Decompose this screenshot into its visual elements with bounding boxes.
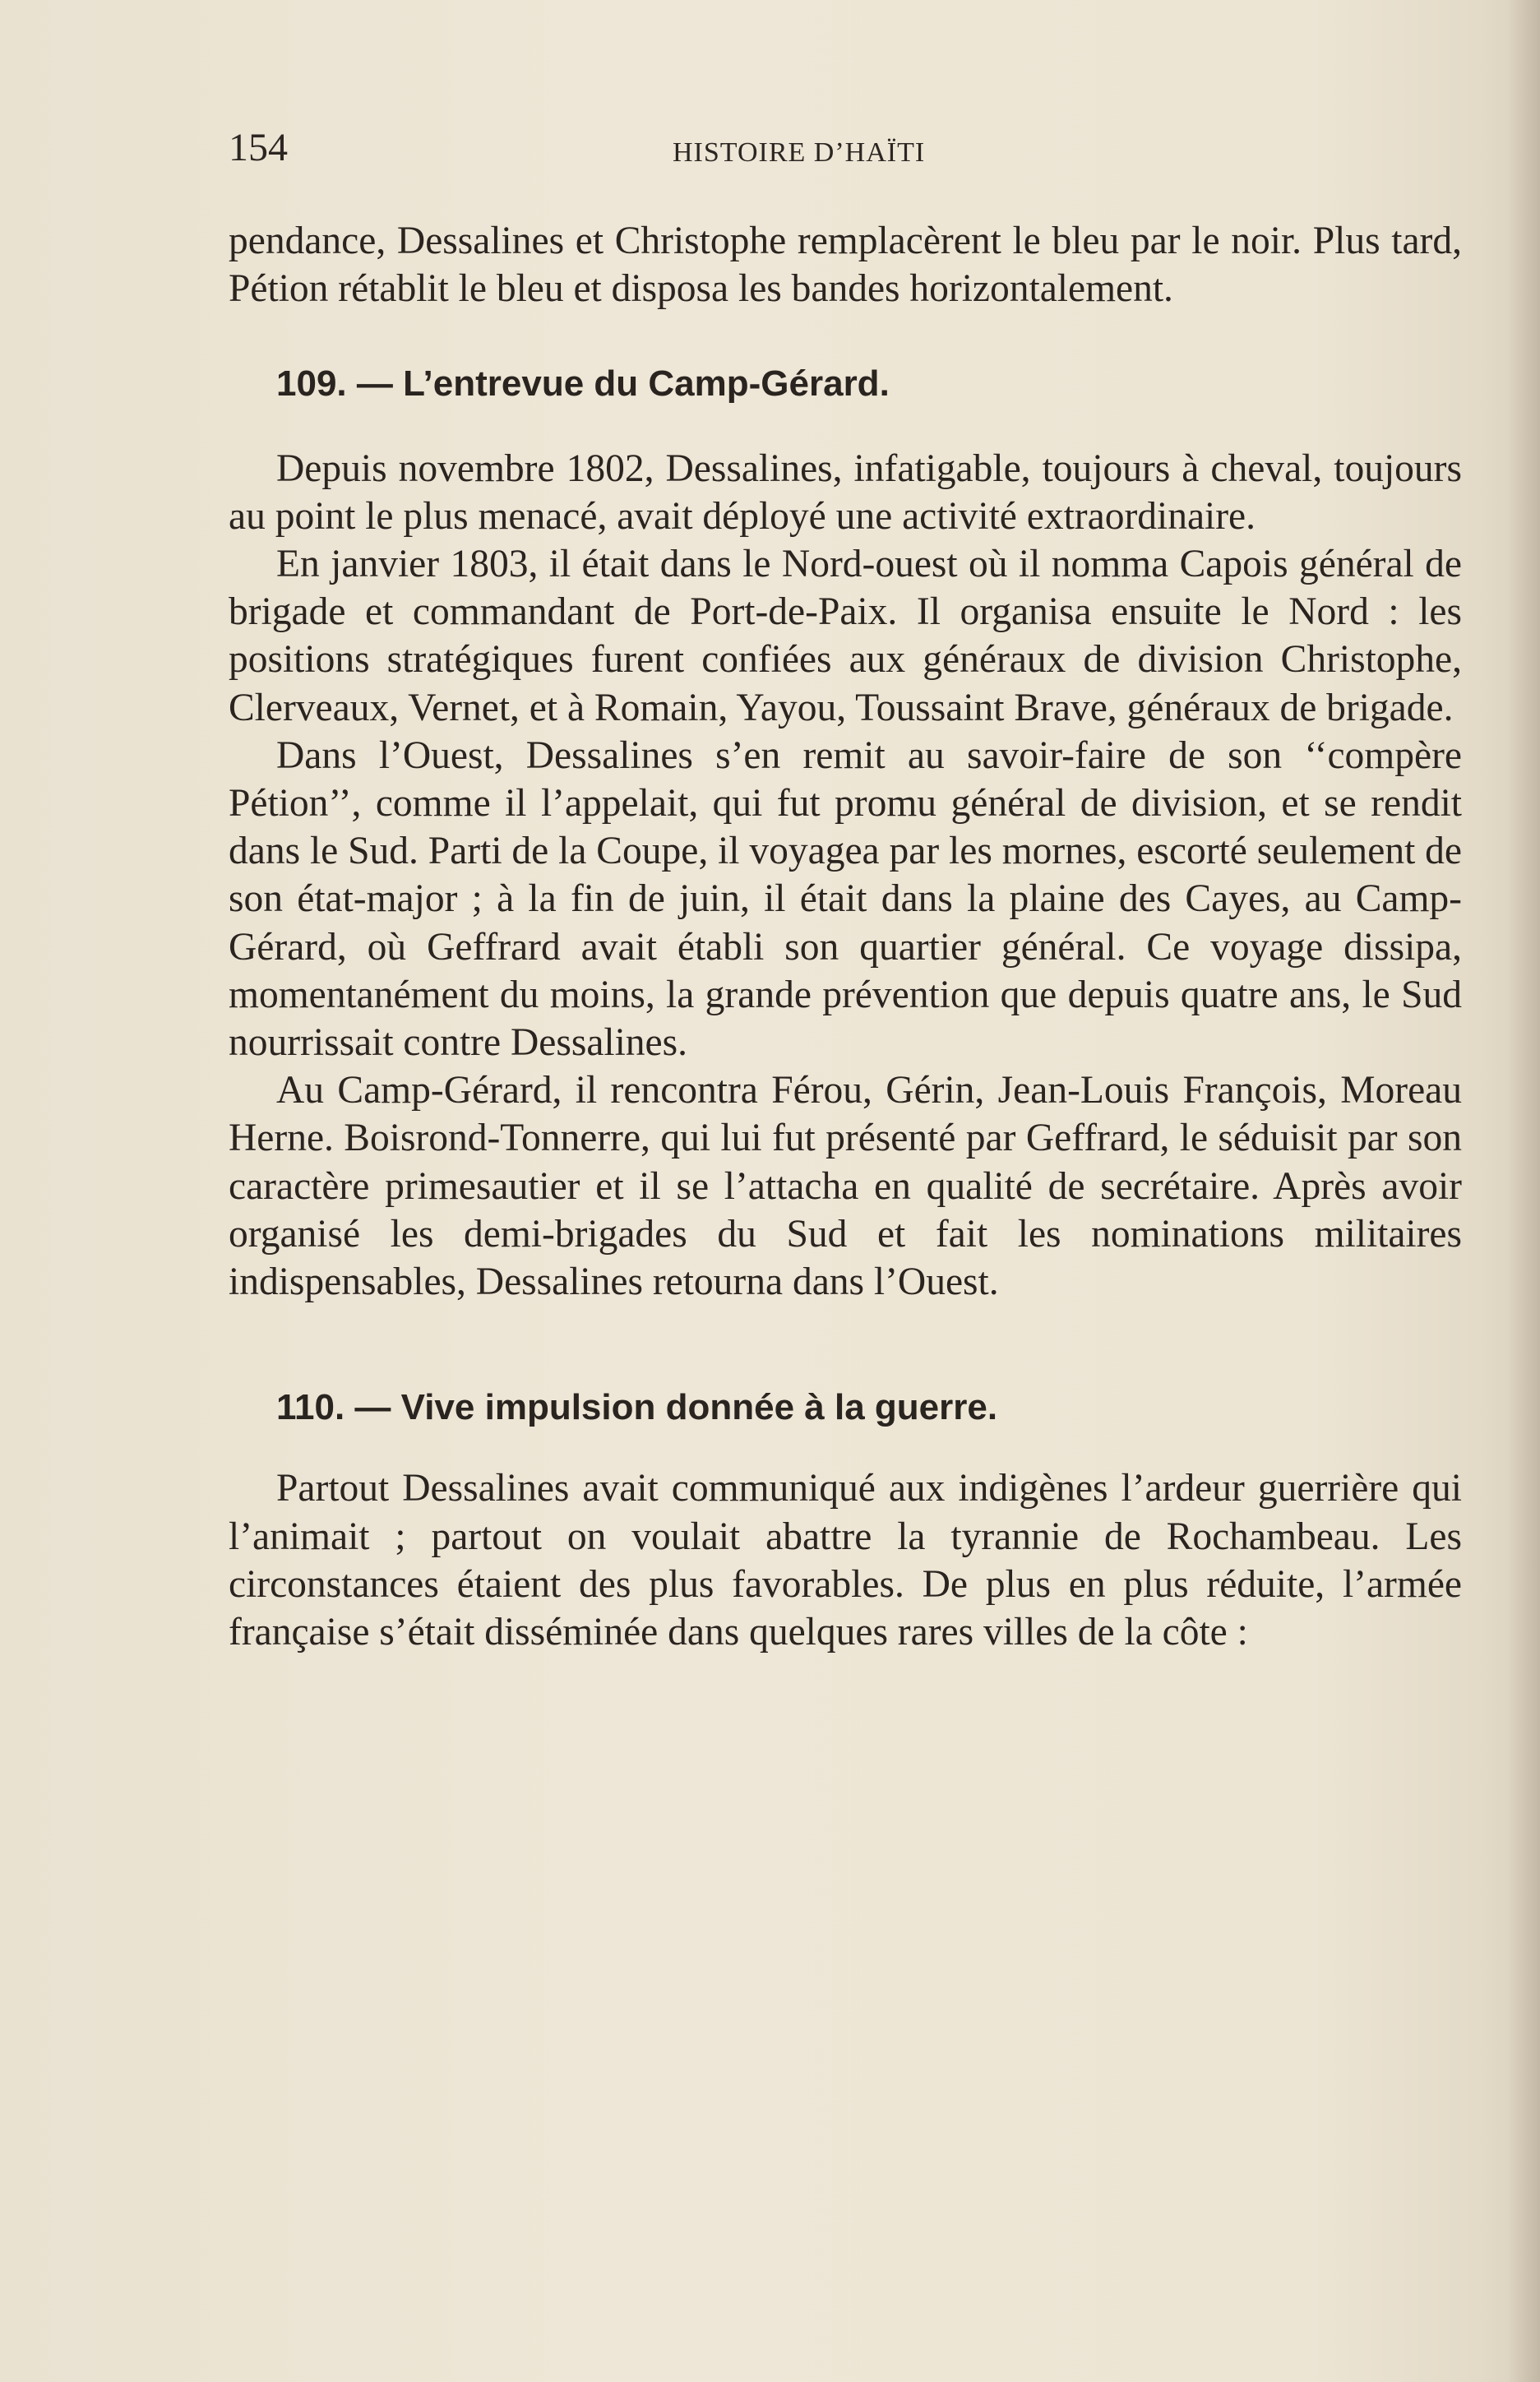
running-title: HISTOIRE D’HAÏTI xyxy=(673,137,926,168)
paragraph: En janvier 1803, il était dans le Nord-ouest où il nomma Capois général de brigade et commandant de Port-de-Paix. Il organisa ensuite le Nord : les positions stratégiques furent confiées aux généraux de division Christophe, Clerveaux, Vernet, et à Romain, Yayou, Toussaint Brave, généraux de brigade. xyxy=(229,543,1462,729)
page-number: 154 xyxy=(229,126,288,169)
section-heading-110: 110. — Vive impulsion donnée à la guerre. xyxy=(276,1387,998,1428)
paragraph-continuation: pendance, Dessalines et Christophe remplacèrent le bleu par le noir. Plus tard, Pétion rétablit le bleu et disposa les bandes horizontalement. xyxy=(229,220,1462,311)
page-header xyxy=(229,123,1462,173)
page-edge-shadow xyxy=(1507,0,1540,2382)
paragraph: Au Camp-Gérard, il rencontra Férou, Gérin, Jean-Louis François, Moreau Herne. Boisrond-Tonnerre, qui lui fut présenté par Geffrard, le séduisit par son caractère primesautier et il se l’attacha en qualité de secrétaire. Après avoir organisé les demi-brigades du Sud et fait les nominations militaires indispensables, Dessalines retourna dans l’Ouest. xyxy=(229,1069,1462,1304)
page-body xyxy=(229,217,1462,1656)
section-heading-109: 109. — L’entrevue du Camp-Gérard. xyxy=(276,363,890,405)
paragraph: Dans l’Ouest, Dessalines s’en remit au savoir-faire de son ‘‘compère Pétion’’, comme il l’appelait, qui fut promu général de division, et se rendit dans le Sud. Parti de la Coupe, il voyagea par les mornes, escorté seulement de son état-major ; à la fin de juin, il était dans la plaine des Cayes, au Camp-Gérard, où Geffrard avait établi son quartier général. Ce voyage dissipa, momentanément du moins, la grande prévention que depuis quatre ans, le Sud nourrissait contre Dessalines. xyxy=(229,733,1462,1065)
paragraph: Partout Dessalines avait communiqué aux indigènes l’ardeur guerrière qui l’animait ; partout on voulait abattre la tyrannie de Rochambeau. Les circonstances étaient des plus favorables. De plus en plus réduite, l’armée française s’était disséminée dans quelques rares villes de la côte : xyxy=(229,1467,1462,1654)
paragraph: Depuis novembre 1802, Dessalines, infatigable, toujours à cheval, toujours au point le plus menacé, avait déployé une activité extraordinaire. xyxy=(229,446,1462,538)
